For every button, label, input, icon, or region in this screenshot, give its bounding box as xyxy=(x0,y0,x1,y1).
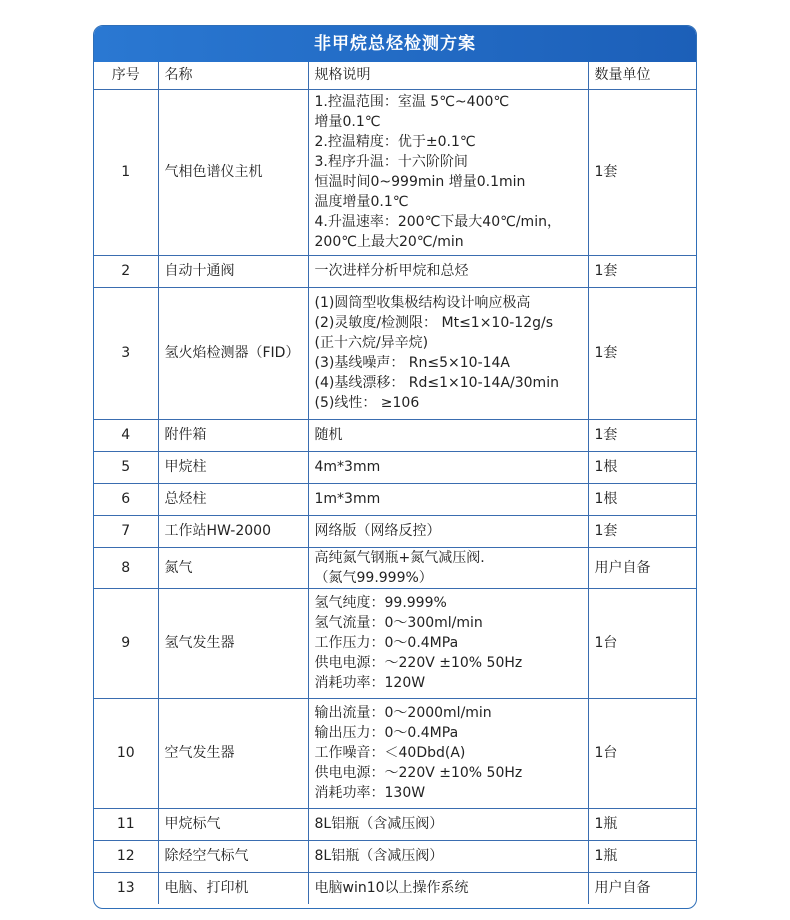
spec-line: 供电电源：～220V ±10% 50Hz xyxy=(314,655,523,671)
spec-line: 电脑win10以上操作系统 xyxy=(314,880,469,897)
item-spec xyxy=(308,419,588,451)
item-name: 总烃柱 xyxy=(158,483,308,515)
item-quantity: 1瓶 xyxy=(588,808,696,840)
spec-line: 1m*3mm xyxy=(314,491,381,507)
item-spec xyxy=(308,287,588,419)
row-number: 4 xyxy=(94,419,158,451)
spec-line: 增量0.1℃ xyxy=(314,114,381,130)
table-row xyxy=(94,255,696,287)
spec-line: 供电电源：～220V ±10% 50Hz xyxy=(314,765,523,781)
item-quantity: 1套 xyxy=(588,419,696,451)
item-quantity: 1根 xyxy=(588,483,696,515)
item-name: 气相色谱仪主机 xyxy=(158,89,308,255)
item-spec xyxy=(308,808,588,840)
item-name: 氢气发生器 xyxy=(158,588,308,698)
item-name: 电脑、打印机 xyxy=(158,872,308,904)
row-number: 13 xyxy=(94,872,158,904)
item-spec xyxy=(308,547,588,588)
header-qty: 数量单位 xyxy=(588,62,696,89)
spec-line: 输出压力：0～0.4MPa xyxy=(314,725,459,741)
item-quantity: 用户自备 xyxy=(588,547,696,588)
row-number: 2 xyxy=(94,255,158,287)
table-row xyxy=(94,588,696,698)
spec-line: 工作噪音：＜40Dbd(A) xyxy=(314,745,466,761)
spec-line: 200℃上最大20℃/min xyxy=(314,234,464,250)
spec-line: 温度增量0.1℃ xyxy=(314,194,409,210)
spec-line: (3)基线噪声： Rn≤5×10-14A xyxy=(314,355,511,371)
item-quantity: 1套 xyxy=(588,515,696,547)
item-spec xyxy=(308,698,588,808)
spec-line: 高纯氮气钢瓶+氮气减压阀. xyxy=(314,549,485,566)
row-number: 11 xyxy=(94,808,158,840)
scheme-table xyxy=(94,62,696,904)
spec-line: 消耗功率：120W xyxy=(314,675,426,691)
row-number: 6 xyxy=(94,483,158,515)
table-row xyxy=(94,840,696,872)
spec-line: （氮气99.999%） xyxy=(314,569,433,586)
item-quantity: 1台 xyxy=(588,698,696,808)
spec-line: 氢气纯度：99.999% xyxy=(314,595,447,611)
item-spec xyxy=(308,89,588,255)
item-spec xyxy=(308,451,588,483)
row-number: 1 xyxy=(94,89,158,255)
item-quantity: 1台 xyxy=(588,588,696,698)
table-row xyxy=(94,808,696,840)
spec-line: 1.控温范围：室温 5℃~400℃ xyxy=(314,94,510,110)
header-spec: 规格说明 xyxy=(308,62,588,89)
spec-line: 8L铝瓶（含减压阀） xyxy=(314,816,444,832)
item-spec xyxy=(308,840,588,872)
table-row xyxy=(94,515,696,547)
table-row xyxy=(94,698,696,808)
spec-line: 消耗功率：130W xyxy=(314,785,426,801)
item-quantity: 用户自备 xyxy=(588,872,696,904)
spec-line: 2.控温精度：优于±0.1℃ xyxy=(314,134,476,150)
row-number: 3 xyxy=(94,287,158,419)
header-row xyxy=(94,62,696,89)
item-name: 氮气 xyxy=(158,547,308,588)
spec-line: 4m*3mm xyxy=(314,459,381,475)
item-name: 甲烷柱 xyxy=(158,451,308,483)
row-number: 8 xyxy=(94,547,158,588)
spec-line: 工作压力：0～0.4MPa xyxy=(314,635,459,651)
item-name: 工作站HW-2000 xyxy=(158,515,308,547)
spec-line: 氢气流量：0～300ml/min xyxy=(314,615,483,631)
spec-line: (正十六烷/异辛烷) xyxy=(314,335,429,351)
item-spec xyxy=(308,483,588,515)
item-name: 空气发生器 xyxy=(158,698,308,808)
row-number: 12 xyxy=(94,840,158,872)
spec-line: 网络版（网络反控） xyxy=(314,523,441,539)
header-name: 名称 xyxy=(158,62,308,89)
spec-line: 4.升温速率：200℃下最大40℃/min， xyxy=(314,214,561,230)
table-row xyxy=(94,89,696,255)
item-spec xyxy=(308,872,588,904)
header-no: 序号 xyxy=(94,62,158,89)
row-number: 5 xyxy=(94,451,158,483)
item-quantity: 1根 xyxy=(588,451,696,483)
spec-line: 恒温时间0~999min 增量0.1min xyxy=(314,174,526,190)
item-name: 除烃空气标气 xyxy=(158,840,308,872)
table-row xyxy=(94,872,696,904)
item-quantity: 1套 xyxy=(588,255,696,287)
item-quantity: 1套 xyxy=(588,287,696,419)
spec-line: 随机 xyxy=(314,427,343,443)
row-number: 10 xyxy=(94,698,158,808)
spec-line: (5)线性： ≥106 xyxy=(314,395,420,411)
table-row xyxy=(94,287,696,419)
item-quantity: 1瓶 xyxy=(588,840,696,872)
item-spec xyxy=(308,588,588,698)
table-row xyxy=(94,483,696,515)
table-title: 非甲烷总烃检测方案 xyxy=(94,26,696,62)
scheme-table-container xyxy=(93,25,697,909)
item-spec xyxy=(308,515,588,547)
item-name: 氢火焰检测器（FID） xyxy=(158,287,308,419)
item-name: 甲烷标气 xyxy=(158,808,308,840)
table-body xyxy=(94,89,696,904)
spec-line: 输出流量：0～2000ml/min xyxy=(314,705,492,721)
item-quantity: 1套 xyxy=(588,89,696,255)
spec-line: (1)圆筒型收集极结构设计响应极高 xyxy=(314,295,531,311)
spec-line: 3.程序升温：十六阶阶间 xyxy=(314,154,468,170)
table-row xyxy=(94,451,696,483)
row-number: 9 xyxy=(94,588,158,698)
item-name: 自动十通阀 xyxy=(158,255,308,287)
row-number: 7 xyxy=(94,515,158,547)
spec-line: 一次进样分析甲烷和总烃 xyxy=(314,263,469,279)
item-spec xyxy=(308,255,588,287)
item-name: 附件箱 xyxy=(158,419,308,451)
table-row xyxy=(94,419,696,451)
spec-line: (2)灵敏度/检测限： Mt≤1×10-12g/s xyxy=(314,315,554,331)
spec-line: 8L铝瓶（含减压阀） xyxy=(314,848,444,864)
table-row xyxy=(94,547,696,588)
spec-line: (4)基线漂移： Rd≤1×10-14A/30min xyxy=(314,375,559,391)
